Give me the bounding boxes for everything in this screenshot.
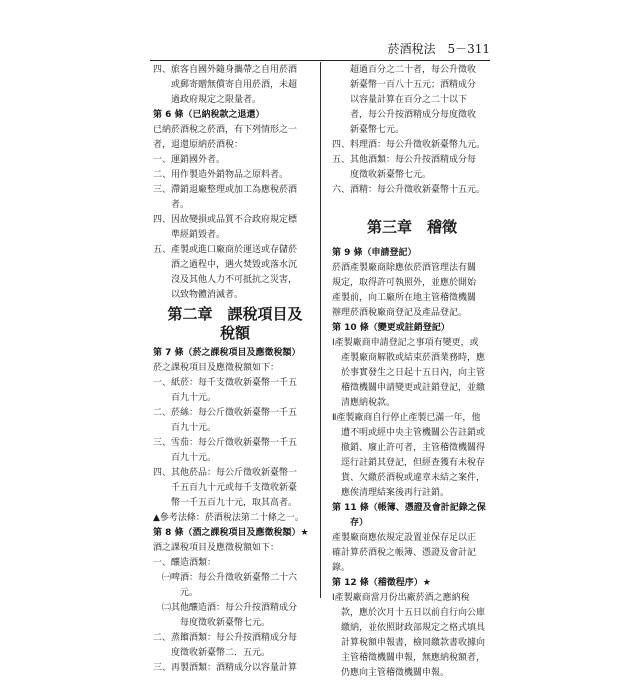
body-paragraph: 二、菸絲：每公斤徵收新臺幣一千五 百九十元。 [153,408,298,433]
article-heading: 第 12 條（稽徵程序）★ [332,578,431,588]
article-heading: 第 8 條（酒之課稅項目及應徵稅額）★ [153,528,309,538]
body-paragraph: ㈠啤酒：每公升徵收新臺幣二十六 元。 [162,573,298,598]
body-paragraph: 菸之課稅項目及應徵稅額如下： [153,363,280,373]
article-heading: 第 11 條（帳簿、憑證及會計記錄之保 存） [332,503,486,528]
header-rule [150,60,490,61]
article-heading: 第 9 條（申請登記） [332,248,417,258]
article-heading: 第 10 條（變更或註銷登記） [332,323,450,333]
body-paragraph: 超過百分之二十者，每公升徵收 新臺幣一百八十五元；酒精成分 以容量計算在百分之二十以下 者，每公升按酒精成分每度徵收 新臺幣七元。 [350,65,477,135]
body-paragraph: 三、再製酒類：酒精成分以容量計算 [153,663,298,673]
body-paragraph: 三、雪茄：每公斤徵收新臺幣一千五 百九十元。 [153,438,298,463]
body-paragraph: 四、料理酒：每公升徵收新臺幣九元。 [332,140,486,150]
body-paragraph: 四、其他菸品：每公斤徵收新臺幣一 千五百九十元或每千支徵收新臺 幣一千五百九十元，取其高者。 [153,468,298,508]
body-paragraph: 六、酒精：每公升徵收新臺幣十五元。 [332,185,486,195]
body-paragraph: 已納菸酒稅之菸酒，有下列情形之一 者，退還原納菸酒稅： [153,125,298,150]
body-paragraph: 四、因故變損或品質不合政府規定標 準經銷毀者。 [153,215,298,240]
body-paragraph: ▲參考法條：菸酒稅法第二十條之一。 [153,513,304,523]
body-paragraph: 二、用作製造外銷物品之原料者。 [153,170,289,180]
chapter-heading: 第二章 課稅項目及 稅額 [167,305,303,342]
body-paragraph: 一、運銷國外者。 [153,155,226,165]
left-column [153,63,317,676]
article-heading: 第 7 條（菸之課稅項目及應徵稅額） [153,348,301,358]
body-paragraph: ㈡其他釀造酒：每公升按酒精成分 每度徵收新臺幣七元。 [162,603,298,628]
body-paragraph: Ⅱ產製廠商自行停止產製已滿一年，他 遭不明或經中央主管機關公告註銷或 撤銷、廢止許可者，主管稽徵機關得 逕行註銷其登記，但經查獲有未稅存 貨、欠繳菸酒稅或違章未結之案件， 應俟清理結案後再行註銷。 [332,413,486,498]
chapter-heading: 第三章 稽徵 [366,218,457,236]
column-divider [320,62,321,598]
body-paragraph: 一、釀造酒類： [153,558,217,568]
body-paragraph: 產製廠商應依規定設置並保存足以正 確計算菸酒稅之帳簿、憑證及會計記 錄。 [332,533,477,573]
body-paragraph: Ⅰ產製廠商申請登記之事項有變更，或 產製廠商解散或結束菸酒業務時，應 於事實發生之日起十五日內，向主管 稽徵機關申請變更或註銷登記，並繳 清應納稅款。 [332,338,486,408]
right-column [332,63,492,681]
body-paragraph: Ⅰ產製廠商當月份出廠菸酒之應納稅 款，應於次月十五日以前自行向公庫 繳納，並依照財政部規定之格式填具 計算稅額申報書，檢同繳款書收據向 主管稽徵機關申報，無應納稅額者， 仍應向主管稽徵機關申報。 [332,593,486,678]
body-paragraph: 四、旅客自國外隨身攜帶之自用菸酒 或郵寄贈無償寄自用菸酒，未超 過政府規定之限量者。 [153,65,298,105]
body-paragraph: 三、滯銷退廠整理或加工為應稅菸酒 者。 [153,185,298,210]
body-paragraph: 二、蒸餾酒類：每公升按酒精成分每 度徵收新臺幣二．五元。 [153,633,298,658]
body-paragraph: 菸酒產製廠商除應依菸酒管理法有關 規定，取得許可執照外，並應於開始 產製前，向工廠所在地主管稽徵機關 辦理菸酒稅廠商登記及產品登記。 [332,263,477,318]
body-paragraph: 五、產製或進口廠商於運送或存儲菸 酒之過程中，遇火焚毀或落水沉 沒及其他人力不可抵抗之災害， 以致物體消滅者。 [153,245,298,300]
body-paragraph: 五、其他酒類：每公升按酒精成分每 度徵收新臺幣七元。 [332,155,477,180]
running-header: 菸酒稅法 5－311 [387,42,490,56]
article-heading: 第 6 條（已納稅款之退還） [153,110,265,120]
body-paragraph: 一、紙菸：每千支徵收新臺幣一千五 百九十元。 [153,378,298,403]
body-paragraph: 酒之課稅項目及應徵稅額如下： [153,543,280,553]
